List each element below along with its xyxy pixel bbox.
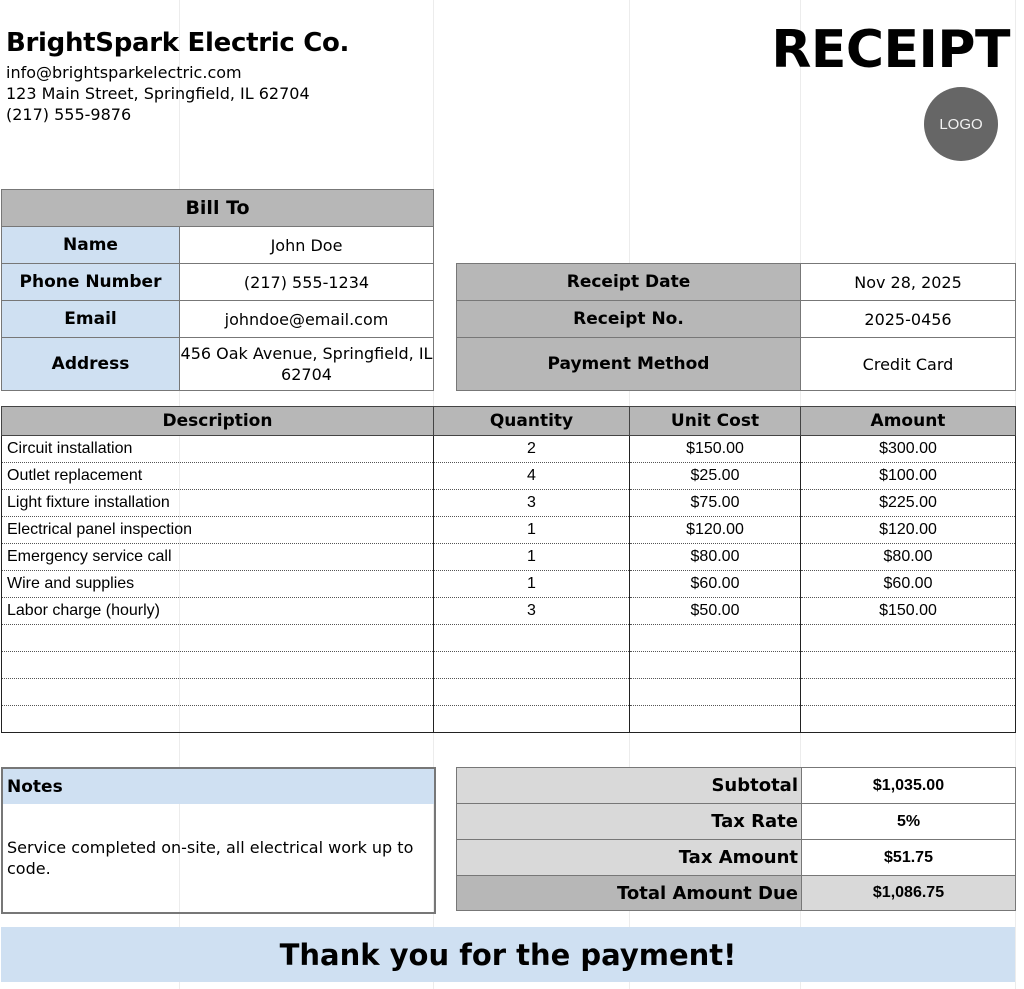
receipt-number-label: Receipt No. — [457, 301, 801, 338]
empty-row — [2, 625, 1016, 652]
table-row — [2, 490, 1016, 517]
bill-to-value-email[interactable]: johndoe@email.com — [180, 301, 434, 338]
subtotal-label: Subtotal — [457, 768, 802, 804]
subtotal-value[interactable]: $1,035.00 — [802, 768, 1016, 804]
empty-cell[interactable] — [2, 706, 434, 733]
table-row — [2, 571, 1016, 598]
item-unit-cost[interactable]: $120.00 — [630, 517, 801, 544]
empty-cell[interactable] — [630, 652, 801, 679]
document-title: RECEIPT — [771, 20, 1010, 80]
item-unit-cost[interactable]: $25.00 — [630, 463, 801, 490]
payment-method-label: Payment Method — [457, 338, 801, 391]
total-due-value[interactable]: $1,086.75 — [802, 876, 1016, 911]
table-row — [2, 517, 1016, 544]
item-unit-cost[interactable]: $50.00 — [630, 598, 801, 625]
item-quantity[interactable]: 1 — [434, 517, 630, 544]
item-description[interactable]: Electrical panel inspection — [2, 517, 434, 544]
receipt-date-label: Receipt Date — [457, 264, 801, 301]
empty-cell[interactable] — [434, 679, 630, 706]
tax-rate-label: Tax Rate — [457, 804, 802, 840]
receipt-date-value[interactable]: Nov 28, 2025 — [801, 264, 1016, 301]
empty-cell[interactable] — [801, 706, 1016, 733]
bill-to-value-phone[interactable]: (217) 555-1234 — [180, 264, 434, 301]
item-description[interactable]: Outlet replacement — [2, 463, 434, 490]
notes-box — [1, 767, 436, 914]
logo-placeholder: LOGO — [924, 87, 998, 161]
empty-row — [2, 679, 1016, 706]
bill-to-label-email: Email — [2, 301, 180, 338]
item-unit-cost[interactable]: $60.00 — [630, 571, 801, 598]
receipt-number-value[interactable]: 2025-0456 — [801, 301, 1016, 338]
item-unit-cost[interactable]: $75.00 — [630, 490, 801, 517]
item-amount[interactable]: $80.00 — [801, 544, 1016, 571]
table-row — [2, 598, 1016, 625]
item-quantity[interactable]: 2 — [434, 436, 630, 463]
empty-row — [2, 652, 1016, 679]
empty-cell[interactable] — [2, 652, 434, 679]
item-unit-cost[interactable]: $80.00 — [630, 544, 801, 571]
table-row — [2, 463, 1016, 490]
tax-amount-value[interactable]: $51.75 — [802, 840, 1016, 876]
bill-to-value-name[interactable]: John Doe — [180, 227, 434, 264]
item-amount[interactable]: $100.00 — [801, 463, 1016, 490]
empty-cell[interactable] — [434, 652, 630, 679]
tax-amount-label: Tax Amount — [457, 840, 802, 876]
bill-to-label-address: Address — [2, 338, 180, 391]
item-description[interactable]: Labor charge (hourly) — [2, 598, 434, 625]
empty-cell[interactable] — [801, 679, 1016, 706]
item-amount[interactable]: $120.00 — [801, 517, 1016, 544]
item-unit-cost[interactable]: $150.00 — [630, 436, 801, 463]
notes-header: Notes — [3, 769, 434, 804]
item-description[interactable]: Wire and supplies — [2, 571, 434, 598]
bill-to-header: Bill To — [2, 190, 434, 227]
empty-cell[interactable] — [801, 652, 1016, 679]
total-due-label: Total Amount Due — [457, 876, 802, 911]
column-header-quantity: Quantity — [434, 407, 630, 436]
column-header-unit-cost: Unit Cost — [630, 407, 801, 436]
item-amount[interactable]: $60.00 — [801, 571, 1016, 598]
company-email: info@brightsparkelectric.com — [6, 63, 242, 82]
empty-cell[interactable] — [2, 625, 434, 652]
item-description[interactable]: Light fixture installation — [2, 490, 434, 517]
totals-table — [456, 767, 1016, 911]
empty-cell[interactable] — [630, 706, 801, 733]
empty-cell[interactable] — [2, 679, 434, 706]
company-phone: (217) 555-9876 — [6, 105, 132, 124]
empty-cell[interactable] — [801, 625, 1016, 652]
item-amount[interactable]: $150.00 — [801, 598, 1016, 625]
notes-text[interactable]: Service completed on-site, all electrical work up to code. — [7, 838, 414, 878]
empty-cell[interactable] — [434, 706, 630, 733]
thank-you-banner: Thank you for the payment! — [1, 927, 1015, 982]
receipt-info-table — [456, 263, 1016, 391]
empty-cell[interactable] — [630, 679, 801, 706]
bill-to-table — [1, 189, 434, 391]
line-items-table — [1, 406, 1016, 733]
company-address: 123 Main Street, Springfield, IL 62704 — [6, 84, 310, 103]
item-quantity[interactable]: 1 — [434, 571, 630, 598]
item-quantity[interactable]: 4 — [434, 463, 630, 490]
column-header-amount: Amount — [801, 407, 1016, 436]
item-quantity[interactable]: 1 — [434, 544, 630, 571]
table-row — [2, 544, 1016, 571]
item-description[interactable]: Emergency service call — [2, 544, 434, 571]
item-quantity[interactable]: 3 — [434, 598, 630, 625]
empty-cell[interactable] — [630, 625, 801, 652]
item-amount[interactable]: $225.00 — [801, 490, 1016, 517]
company-name: BrightSpark Electric Co. — [6, 28, 350, 58]
item-description[interactable]: Circuit installation — [2, 436, 434, 463]
tax-rate-value[interactable]: 5% — [802, 804, 1016, 840]
column-header-description: Description — [2, 407, 434, 436]
item-amount[interactable]: $300.00 — [801, 436, 1016, 463]
item-quantity[interactable]: 3 — [434, 490, 630, 517]
bill-to-value-address[interactable]: 456 Oak Avenue, Springfield, IL 62704 — [180, 338, 434, 391]
table-row — [2, 436, 1016, 463]
empty-row — [2, 706, 1016, 733]
bill-to-label-phone: Phone Number — [2, 264, 180, 301]
bill-to-label-name: Name — [2, 227, 180, 264]
empty-cell[interactable] — [434, 625, 630, 652]
payment-method-value[interactable]: Credit Card — [801, 338, 1016, 391]
